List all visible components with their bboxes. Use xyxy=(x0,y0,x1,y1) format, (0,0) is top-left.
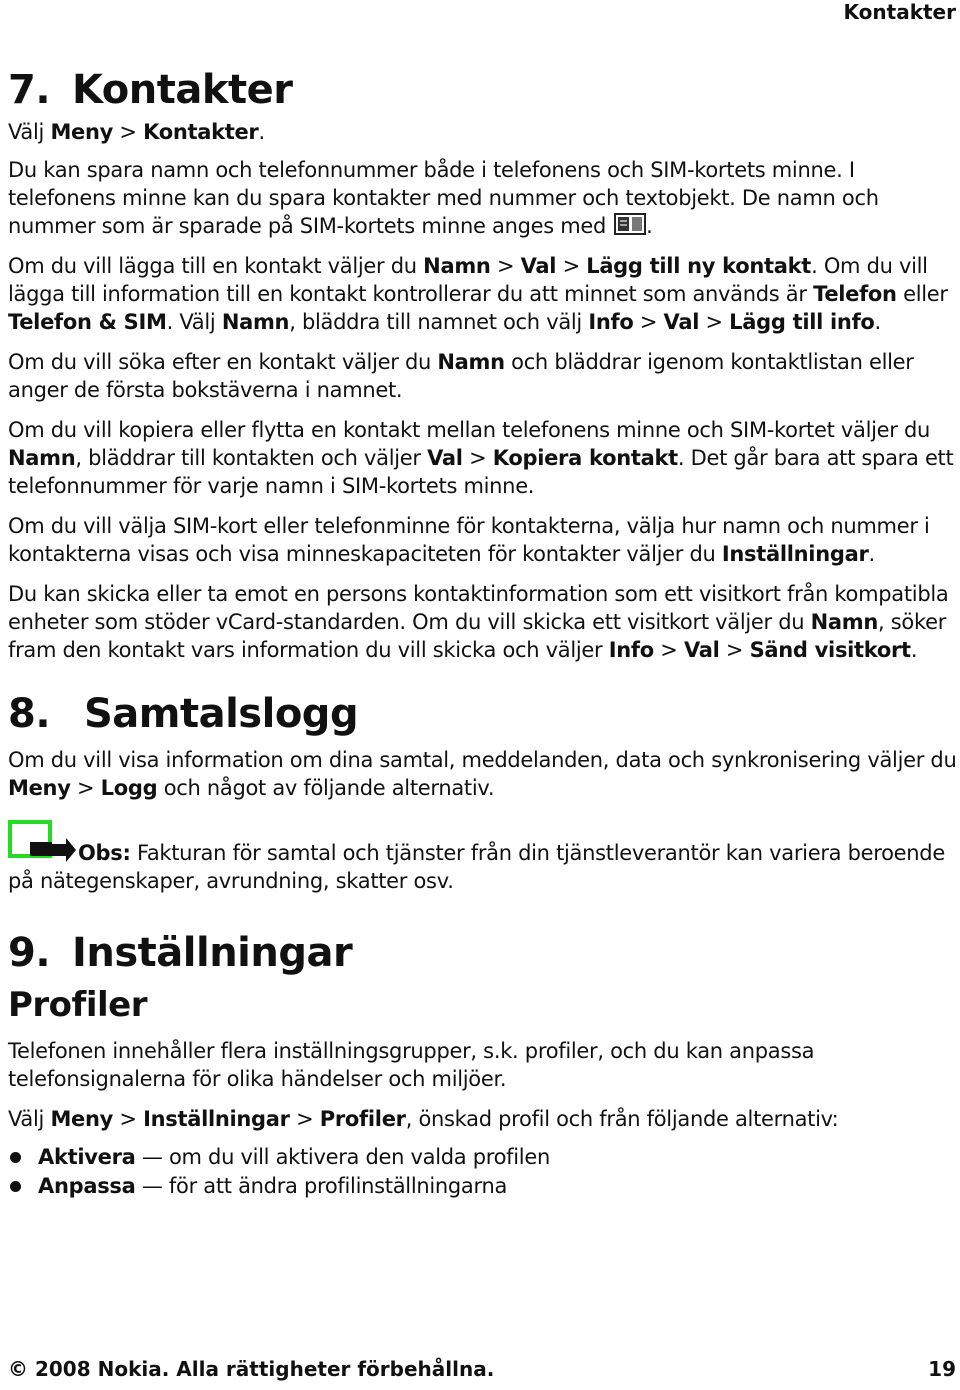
separator: > xyxy=(556,254,587,278)
menu-term: Namn xyxy=(221,310,290,334)
chapter-8-heading xyxy=(8,686,958,742)
paragraph xyxy=(8,416,958,500)
text: Om du vill lägga till en kontakt väljer du xyxy=(8,254,424,278)
paragraph xyxy=(8,512,958,568)
chapter-number: 9. xyxy=(8,930,51,976)
text: Om du vill visa information om dina samtal, meddelanden, data och synkronisering väljer du xyxy=(8,748,957,772)
text: Om du vill söka efter en kontakt väljer du xyxy=(8,350,438,374)
menu-term: Namn xyxy=(810,610,879,634)
option-name: Anpassa xyxy=(38,1174,136,1198)
note-icon xyxy=(8,820,78,866)
page-content xyxy=(8,62,958,1201)
text: Om du vill kopiera eller flytta en kontakt mellan telefonens minne och SIM-kortet väljer du xyxy=(8,418,931,442)
running-header: Kontakter xyxy=(843,0,956,24)
menu-term: Meny xyxy=(50,120,114,144)
paragraph xyxy=(8,348,958,404)
menu-term: Lägg till info xyxy=(729,310,875,334)
text: . xyxy=(868,542,875,566)
separator: > xyxy=(289,1107,320,1131)
menu-term: Meny xyxy=(8,776,71,800)
menu-term: Kopiera kontakt xyxy=(492,446,678,470)
note-label: Obs: xyxy=(78,841,131,865)
text: . Det går bara att spara ett telefonnummer för varje namn i SIM-kortets minne. xyxy=(8,446,954,498)
chapter-7-heading xyxy=(8,62,958,118)
text: Om du vill välja SIM-kort eller telefonminne för kontakterna, välja hur namn och nummer i kontakterna visas och visa minneskapaciteten för kontakter väljer du xyxy=(8,514,930,566)
page-number: 19 xyxy=(928,1357,956,1381)
separator: > xyxy=(462,446,493,470)
text: Välj xyxy=(8,1107,51,1131)
chapter-title: Samtalslogg xyxy=(84,691,359,737)
chapter-title: Inställningar xyxy=(72,930,353,976)
list-item xyxy=(8,1143,958,1171)
separator: > xyxy=(653,638,684,662)
chapter-number: 8. xyxy=(8,691,51,737)
menu-term: Kontakter xyxy=(143,120,259,144)
menu-term: Lägg till ny kontakt xyxy=(586,254,812,278)
menu-term: Telefon xyxy=(813,282,897,306)
option-description: — för att ändra profilinställningarna xyxy=(135,1174,508,1198)
menu-term: Namn xyxy=(423,254,491,278)
menu-term: Info xyxy=(608,638,654,662)
menu-term: Inställningar xyxy=(721,542,869,566)
paragraph xyxy=(8,252,958,336)
separator: > xyxy=(719,638,750,662)
text: , bläddrar till kontakten och väljer xyxy=(75,446,428,470)
text: , önskad profil och från följande alternativ: xyxy=(405,1107,839,1131)
text: , bläddra till namnet och välj xyxy=(289,310,589,334)
paragraph xyxy=(8,1037,958,1093)
chapter-number: 7. xyxy=(8,67,51,113)
menu-term: Telefon & SIM xyxy=(8,310,167,334)
paragraph xyxy=(8,1105,958,1133)
chapter-9-heading xyxy=(8,925,958,981)
text: , söker fram den kontakt vars information du vill skicka och väljer xyxy=(8,610,947,662)
bullet-icon xyxy=(10,1181,21,1192)
text: Du kan spara namn och telefonnummer både i telefonens och SIM-kortets minne. I telefonens minne kan du spara kontakter med nummer och textobjekt. De namn och nummer som är sparade på SIM-kortets minne anges med xyxy=(8,158,879,238)
copyright-notice: © 2008 Nokia. Alla rättigheter förbehållna. xyxy=(8,1357,495,1381)
menu-term: Info xyxy=(588,310,634,334)
chapter-title: Kontakter xyxy=(72,67,293,113)
paragraph xyxy=(8,156,958,240)
menu-term: Inställningar xyxy=(143,1107,290,1131)
text: . xyxy=(258,120,265,144)
sim-card-icon xyxy=(614,213,646,235)
text: Du kan skicka eller ta emot en persons kontaktinformation som ett visitkort från kompatibla enheter som stöder vCard-standarden. Om du vill skicka ett visitkort väljer du xyxy=(8,582,949,634)
text: och bläddrar igenom kontaktlistan eller anger de första bokstäverna i namnet. xyxy=(8,350,914,402)
option-name: Aktivera xyxy=(38,1145,136,1169)
text: eller xyxy=(896,282,948,306)
text: . xyxy=(874,310,881,334)
menu-term: Val xyxy=(663,310,700,334)
separator: > xyxy=(70,776,101,800)
page-footer xyxy=(8,1356,956,1382)
paragraph xyxy=(8,580,958,664)
separator: > xyxy=(633,310,664,334)
bullet-icon xyxy=(10,1152,21,1163)
separator: > xyxy=(699,310,730,334)
menu-term: Meny xyxy=(50,1107,114,1131)
menu-term: Namn xyxy=(437,350,505,374)
menu-term: Val xyxy=(520,254,557,278)
separator: > xyxy=(113,1107,144,1131)
text: och något av följande alternativ. xyxy=(157,776,495,800)
paragraph xyxy=(8,118,958,146)
text: Telefonen innehåller flera inställningsgrupper, s.k. profiler, och du kan anpassa telefonsignalerna för olika händelser och miljöer. xyxy=(8,1039,815,1091)
menu-term: Val xyxy=(683,638,720,662)
note-paragraph xyxy=(8,820,958,895)
text: . xyxy=(646,214,653,238)
menu-term: Namn xyxy=(8,446,76,470)
separator: > xyxy=(490,254,521,278)
menu-term: Logg xyxy=(100,776,158,800)
section-heading: Profiler xyxy=(8,985,147,1025)
menu-term: Profiler xyxy=(319,1107,406,1131)
menu-term: Val xyxy=(427,446,463,470)
paragraph xyxy=(8,746,958,802)
text: . xyxy=(910,638,918,662)
text: . Välj xyxy=(166,310,222,334)
menu-term: Sänd visitkort xyxy=(749,638,911,662)
text: . Om du vill lägga till information till en kontakt kontrollerar du att minnet som används är xyxy=(8,254,928,306)
note-text: Fakturan för samtal och tjänster från din tjänstleverantör kan variera beroende på nätegenskaper, avrundning, skatter osv. xyxy=(8,841,945,893)
option-description: — om du vill aktivera den valda profilen xyxy=(135,1145,550,1169)
text: Välj xyxy=(8,120,51,144)
list-item xyxy=(8,1172,958,1200)
separator: > xyxy=(113,120,144,144)
options-list xyxy=(8,1143,958,1200)
